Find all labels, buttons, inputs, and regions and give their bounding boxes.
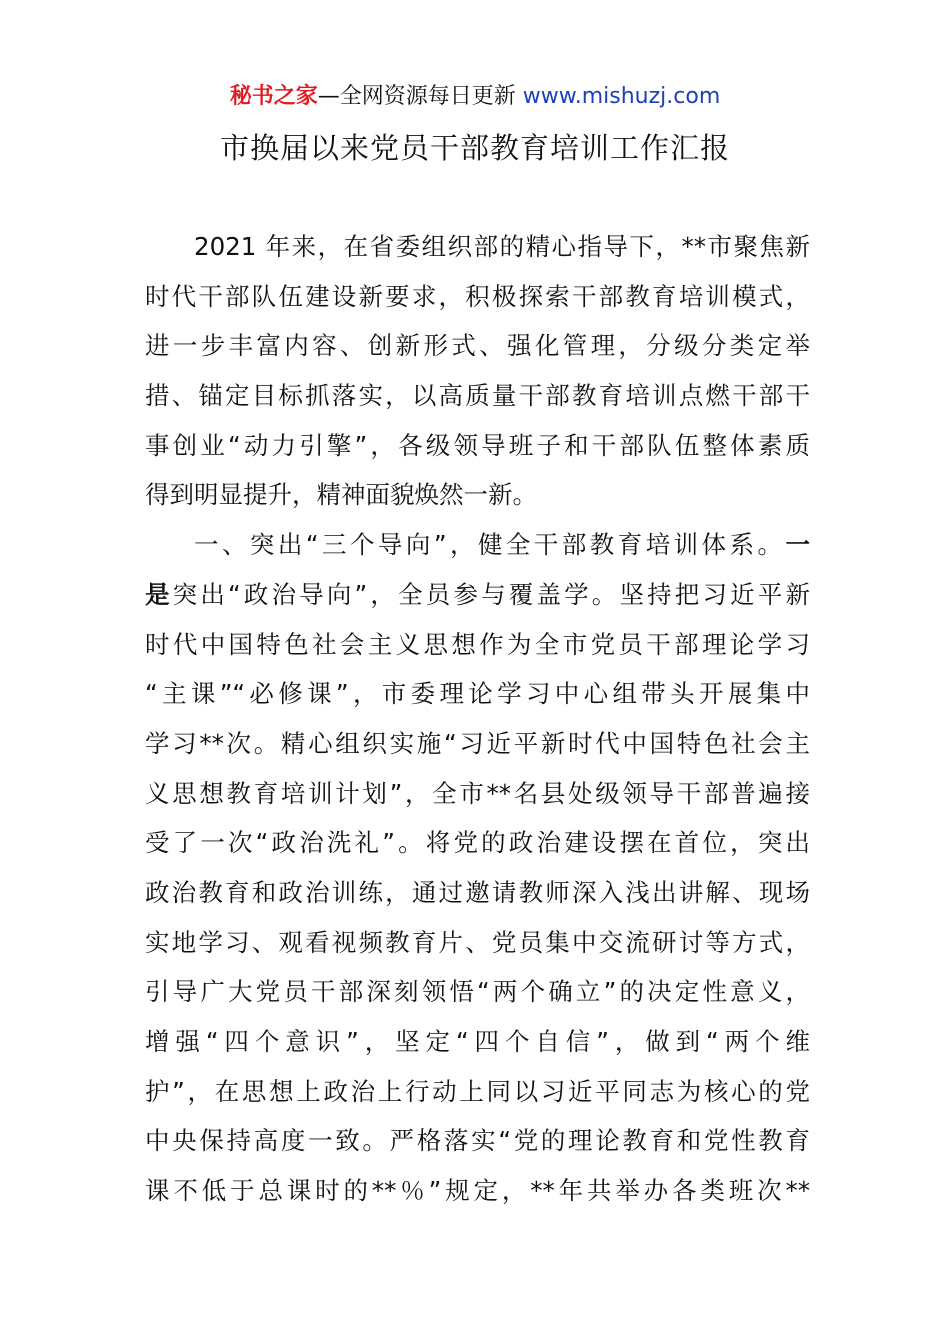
paragraph-line: 得到明显提升，精神面貌焕然一新。 xyxy=(145,480,537,510)
paragraph-line: 义思想教育培训计划”，全市**名县处级领导干部普遍接 xyxy=(145,778,810,808)
document-title: 市换届以来党员干部教育培训工作汇报 xyxy=(219,131,730,165)
paragraph-line: “主课”“必修课”，市委理论学习中心组带头开展集中 xyxy=(145,679,810,709)
paragraph-line: 引导广大党员干部深刻领悟“两个确立”的决定性意义， xyxy=(145,977,810,1007)
paragraph-line: 增强“四个意识”，坚定“四个自信”，做到“两个维 xyxy=(145,1027,810,1056)
bold-marker: 一 xyxy=(785,530,810,560)
paragraph-line: 事创业“动力引擎”，各级领导班子和干部队伍整体素质 xyxy=(145,430,810,460)
document-body xyxy=(145,222,810,1216)
paragraph-line: 护”，在思想上政治上行动上同以习近平同志为核心的党 xyxy=(145,1076,810,1106)
paragraph-line: 课不低于总课时的**％”规定，**年共举办各类班次** xyxy=(145,1176,810,1206)
site-url-link[interactable]: www.mishuzj.com xyxy=(522,84,721,109)
paragraph-line: 中央保持高度一致。严格落实“党的理论教育和党性教育 xyxy=(145,1126,810,1156)
paragraph-line: 实地学习、观看视频教育片、党员集中交流研讨等方式， xyxy=(145,927,810,957)
paragraph-line: 受了一次“政治洗礼”。将党的政治建设摆在首位，突出 xyxy=(145,828,810,858)
bold-marker: 是 xyxy=(145,579,173,609)
paragraph-line: 政治教育和政治训练，通过邀请教师深入浅出讲解、现场 xyxy=(145,877,810,907)
paragraph-line: 学习**次。精心组织实施“习近平新时代中国特色社会主 xyxy=(145,728,810,758)
paragraph-text: 突出“政治导向”，全员参与覆盖学。坚持把习近平新 xyxy=(172,579,810,609)
paragraph-line: 措、锚定目标抓落实，以高质量干部教育培训点燃干部干 xyxy=(145,381,810,411)
paragraph-line: 进一步丰富内容、创新形式、强化管理，分级分类定举 xyxy=(145,331,810,361)
paragraph-line: 时代中国特色社会主义思想作为全市党员干部理论学习 xyxy=(145,629,810,659)
section-heading-line xyxy=(145,520,810,570)
site-brand[interactable]: 秘书之家 xyxy=(229,84,318,109)
paragraph-line: 2021 年来，在省委组织部的精心指导下，**市聚焦新 xyxy=(194,232,810,261)
paragraph-line xyxy=(145,570,810,620)
section-heading: 一、突出“三个导向”，健全干部教育培训体系。 xyxy=(194,530,786,560)
paragraph-line: 时代干部队伍建设新要求，积极探索干部教育培训模式， xyxy=(145,281,810,311)
site-header xyxy=(0,82,950,112)
site-tagline: —全网资源每日更新 xyxy=(317,84,523,109)
